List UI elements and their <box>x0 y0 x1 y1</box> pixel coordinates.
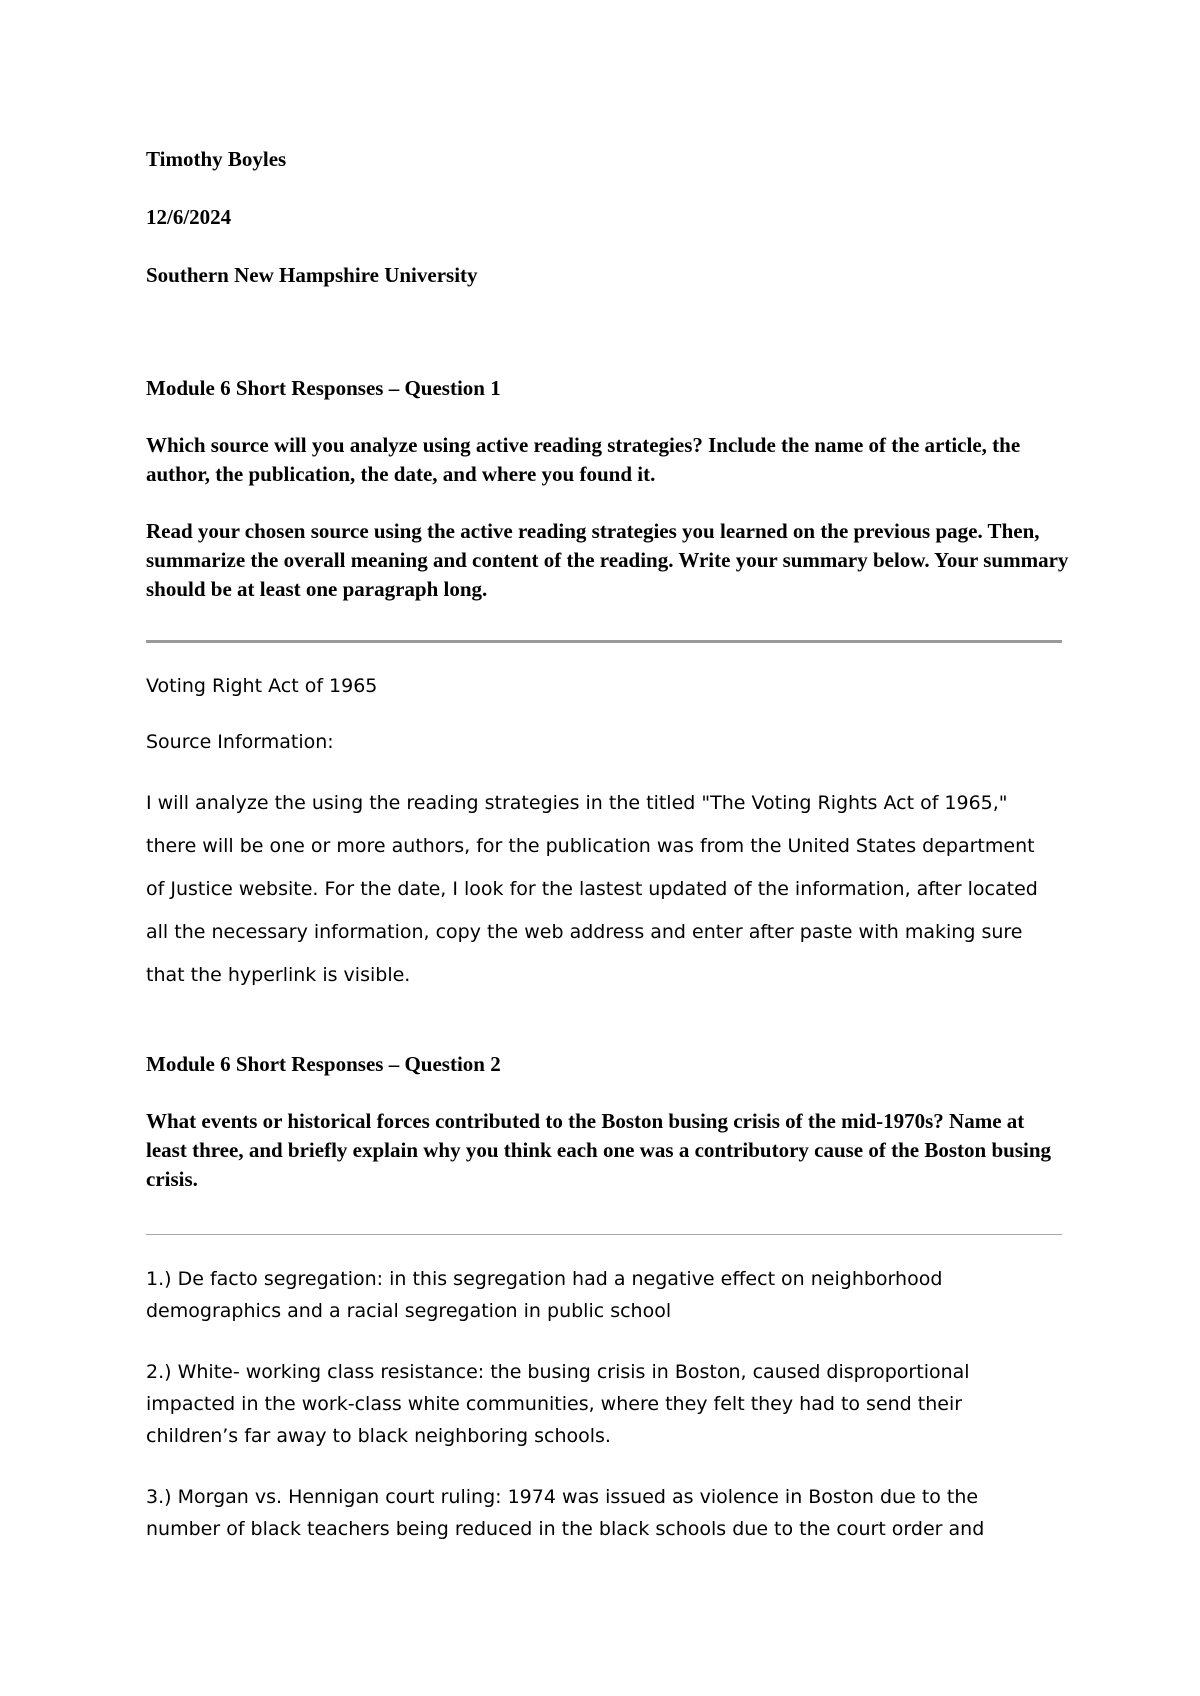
institution-name: Southern New Hampshire University <box>146 263 478 287</box>
answer1-line: I will analyze the using the reading strategies in the titled "The Voting Rights Act of 1965," <box>146 792 1008 814</box>
answer1-line: of Justice website. For the date, I look for the lastest updated of the information, after located <box>146 878 1038 900</box>
answer2-item <box>146 1263 1066 1327</box>
answer2-line: impacted in the work-class white communities, where they felt they had to send their <box>146 1393 963 1415</box>
answer1-source-label: Source Information: <box>146 731 334 753</box>
answer1-line: all the necessary information, copy the web address and enter after paste with making sure <box>146 921 1023 943</box>
question1-prompt-source: Which source will you analyze using active reading strategies? Include the name of the article, the author, the publication, the date, and where you found it. <box>146 433 1021 486</box>
question2-heading: Module 6 Short Responses – Question 2 <box>146 1052 501 1076</box>
question1-prompt-summary: Read your chosen source using the active reading strategies you learned on the previous page. Then, summarize the overall meaning and content of the reading. Write your summary below. Your summary should be at least one paragraph long. <box>146 519 1069 601</box>
answer2-item <box>146 1356 1066 1452</box>
answer2-line: children’s far away to black neighboring schools. <box>146 1425 611 1447</box>
answer1-line: that the hyperlink is visible. <box>146 964 411 986</box>
answer1-body <box>146 782 1066 997</box>
answer2-line: 3.) Morgan vs. Hennigan court ruling: 1974 was issued as violence in Boston due to the <box>146 1486 979 1508</box>
author-name: Timothy Boyles <box>146 147 287 171</box>
answer2-item <box>146 1481 1066 1545</box>
answer1-line: there will be one or more authors, for the publication was from the United States department <box>146 835 1035 857</box>
answer-divider <box>146 1234 1062 1235</box>
question1-heading: Module 6 Short Responses – Question 1 <box>146 376 501 400</box>
answer2-line: 2.) White- working class resistance: the busing crisis in Boston, caused disproportional <box>146 1361 970 1383</box>
document-date: 12/6/2024 <box>146 205 232 229</box>
answer1-title: Voting Right Act of 1965 <box>146 675 378 697</box>
answer2-line: number of black teachers being reduced in the black schools due to the court order and <box>146 1518 985 1540</box>
answer-divider <box>146 640 1062 643</box>
question2-prompt: What events or historical forces contributed to the Boston busing crisis of the mid-1970s? Name at least three, and briefly explain why you think each one was a contributory cause of the Boston busing crisis. <box>146 1109 1052 1191</box>
answer2-line: demographics and a racial segregation in public school <box>146 1300 672 1322</box>
answer2-line: 1.) De facto segregation: in this segregation had a negative effect on neighborhood <box>146 1268 943 1290</box>
